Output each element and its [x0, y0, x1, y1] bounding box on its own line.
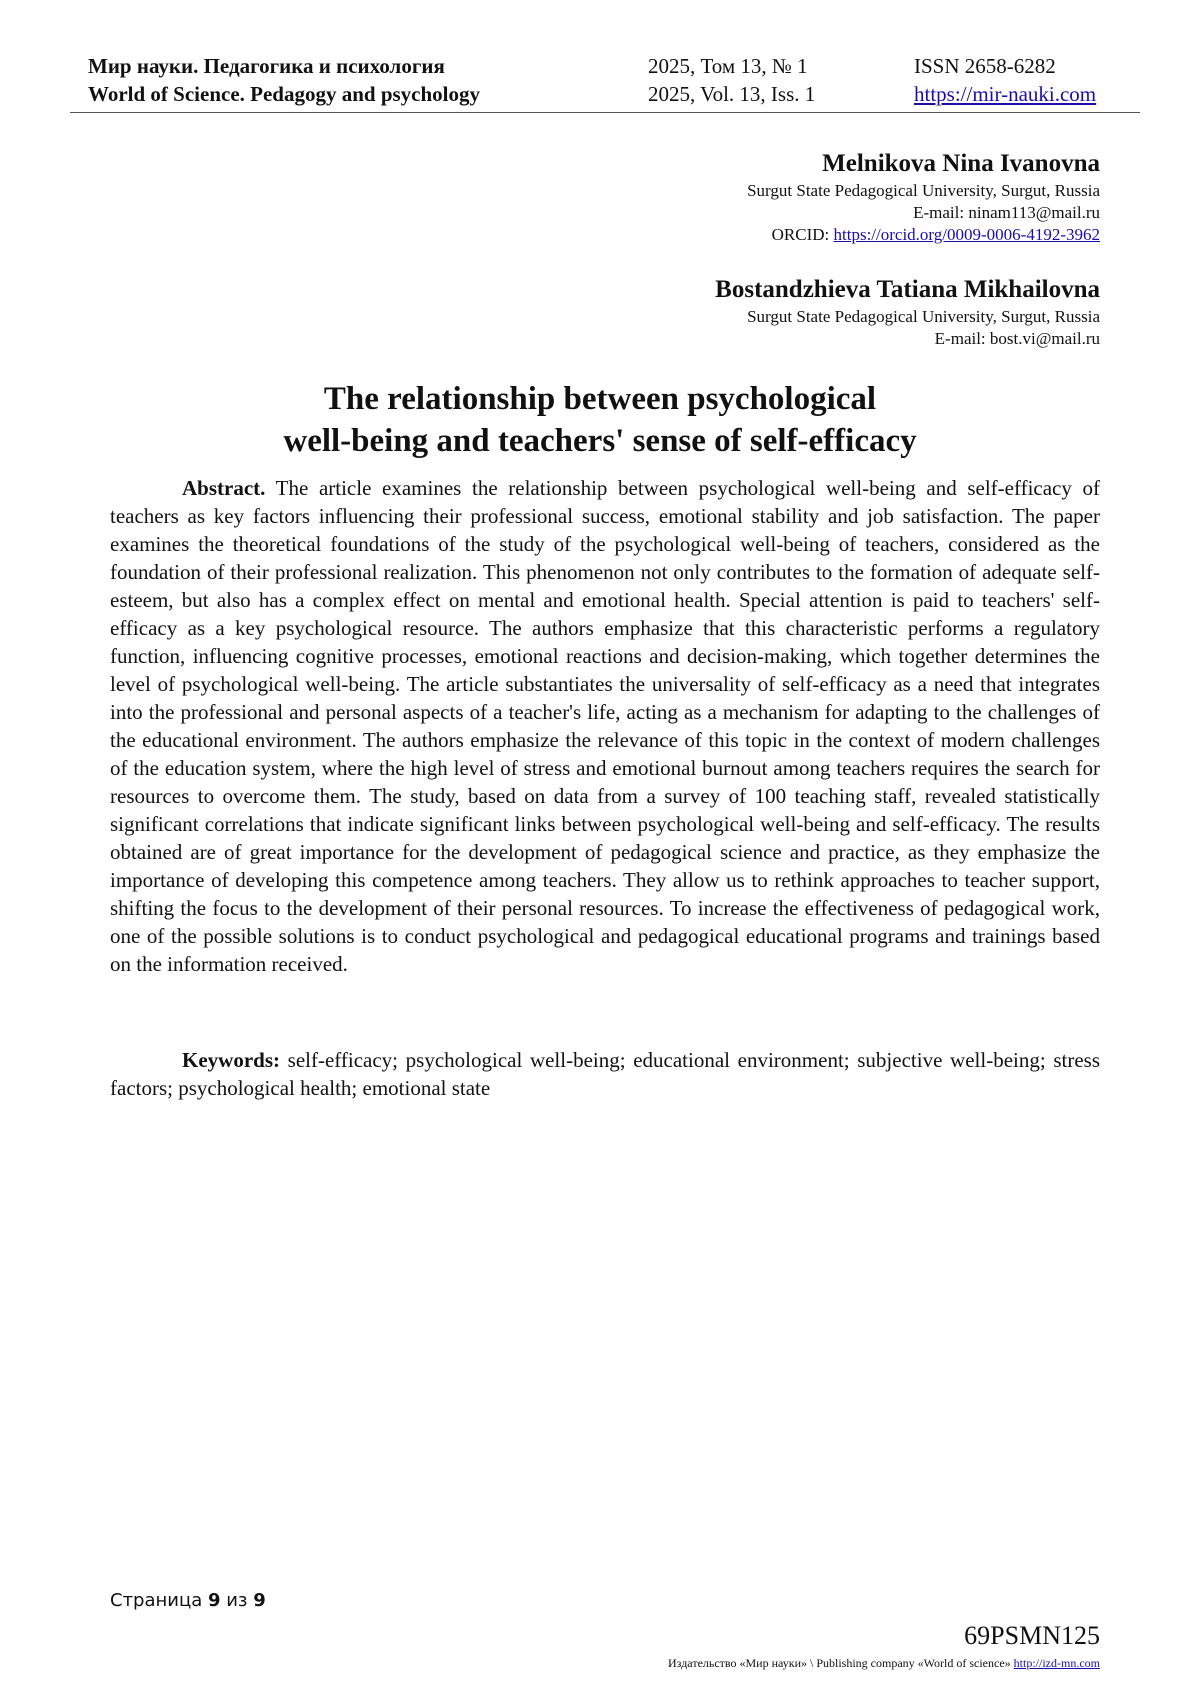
orcid-link[interactable]: https://orcid.org/0009-0006-4192-3962 — [833, 225, 1100, 244]
publisher-link[interactable]: http://izd-mn.com — [1013, 1656, 1100, 1670]
author-affiliation: Surgut State Pedagogical University, Surgut, Russia — [747, 307, 1100, 326]
author-email: E-mail: bost.vi@mail.ru — [934, 329, 1100, 348]
issn: ISSN 2658-6282 — [914, 54, 1056, 78]
author-affiliation: Surgut State Pedagogical University, Surgut, Russia — [747, 181, 1100, 200]
keywords — [110, 1046, 1100, 1102]
journal-header — [88, 52, 1140, 108]
journal-url-link[interactable]: https://mir-nauki.com — [914, 82, 1097, 106]
author-name: Melnikova Nina Ivanovna — [822, 150, 1100, 177]
issue-en: 2025, Vol. 13, Iss. 1 — [648, 82, 816, 106]
title-line: The relationship between psychological — [323, 381, 877, 417]
keywords-text: self-efficacy; psychological well-being; educational environment; subjective well-being; stress factors; psychological health; emotional state — [110, 1048, 1100, 1100]
author-name: Bostandzhieva Tatiana Mikhailovna — [715, 276, 1100, 303]
author-block — [715, 274, 1100, 350]
journal-name-ru: Мир науки. Педагогика и психология — [88, 54, 445, 78]
header-divider — [70, 112, 1140, 113]
article-code: 69PSMN125 — [964, 1621, 1100, 1650]
abstract-label: Abstract. — [182, 476, 266, 500]
author-block — [747, 148, 1100, 246]
publisher-line — [668, 1656, 1100, 1671]
abstract-text: The article examines the relationship between psychological well-being and self-efficacy of teachers as key factors influencing their professional success, emotional stability and job satisfaction. The paper examines the theoretical foundations of the study of the psychological well-being of teachers, considered as the foundation of their professional realization. This phenomenon not only contributes to the formation of adequate self-esteem, but also has a complex effect on mental and emotional health. Special attention is paid to teachers' self-efficacy as a key psychological resource. The authors emphasize that this characteristic performs a regulatory function, influencing cognitive processes, emotional reactions and decision-making, which together determines the level of psychological well-being. The article substantiates the universality of self-efficacy as a need that integrates into the professional and personal aspects of a teacher's life, acting as a mechanism for adapting to the challenges of the educational environment. The authors emphasize the relevance of this topic in the context of modern challenges of the education system, where the high level of stress and emotional burnout among teachers requires the search for resources to overcome them. The study, based on data from a survey of 100 teaching staff, revealed statistically significant correlations that indicate significant links between psychological well-being and self-efficacy. The results obtained are of great importance for the development of pedagogical science and practice, as they emphasize the importance of developing this competence among teachers. They allow us to rethink approaches to teacher support, shifting the focus to the development of their personal resources. To increase the effectiveness of pedagogical work, one of the possible solutions is to conduct psychological and pedagogical educational programs and trainings based on the information received. — [110, 476, 1100, 976]
page-counter: Страница 9 из 9 — [110, 1590, 266, 1611]
orcid-label: ORCID: — [771, 225, 834, 244]
title-line: well-being and teachers' sense of self-efficacy — [283, 423, 917, 459]
keywords-label: Keywords: — [182, 1048, 280, 1072]
issue-ru: 2025, Том 13, № 1 — [648, 54, 808, 78]
author-orcid — [747, 224, 1100, 246]
abstract — [110, 474, 1100, 978]
publisher-text: Издательство «Мир науки» \ Publishing company «World of science» — [668, 1656, 1014, 1670]
article-title — [100, 378, 1100, 462]
journal-name-en: World of Science. Pedagogy and psychology — [88, 82, 481, 106]
page-current: 9 — [207, 1590, 221, 1611]
author-email: E-mail: ninam113@mail.ru — [913, 203, 1100, 222]
page-total: 9 — [253, 1590, 266, 1611]
